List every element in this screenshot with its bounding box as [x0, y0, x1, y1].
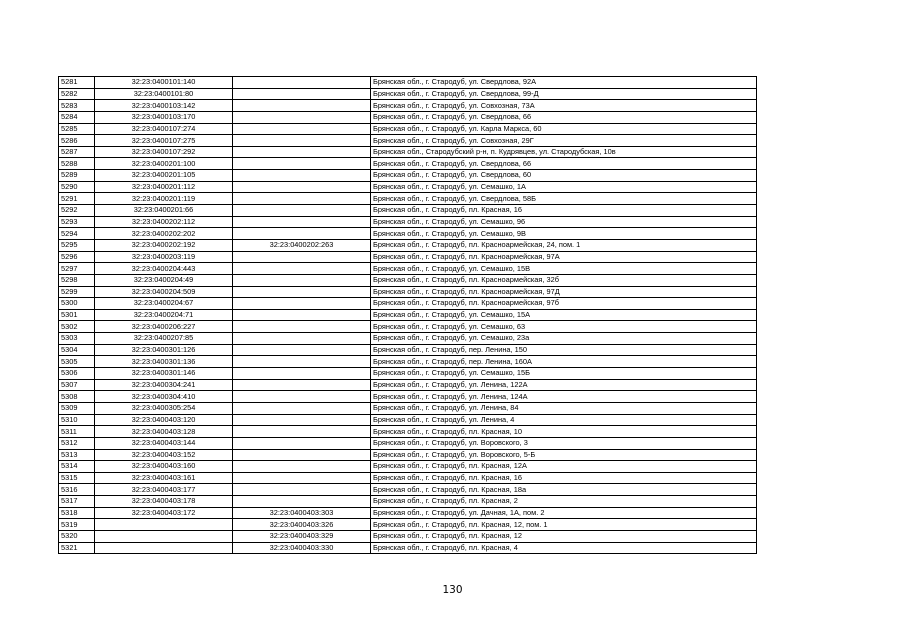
premises-cadastral-number-cell	[233, 496, 371, 508]
address-cell: Брянская обл., Стародубский р-н, п. Кудрявцев, ул. Стародубская, 10в	[371, 146, 757, 158]
cadastral-number-cell	[95, 530, 233, 542]
premises-cadastral-number-cell	[233, 309, 371, 321]
address-cell: Брянская обл., г. Стародуб, ул. Дачная, 1А, пом. 2	[371, 507, 757, 519]
cadastral-number-cell: 32:23:0400107:275	[95, 135, 233, 147]
table-row	[59, 484, 757, 496]
address-cell: Брянская обл., г. Стародуб, пл. Красная, 4	[371, 542, 757, 554]
table-row	[59, 519, 757, 531]
property-register-table	[58, 76, 757, 554]
address-cell: Брянская обл., г. Стародуб, пл. Красноармейская, 97Д	[371, 286, 757, 298]
address-cell: Брянская обл., г. Стародуб, ул. Семашко, 15А	[371, 309, 757, 321]
cadastral-number-cell: 32:23:0400103:142	[95, 100, 233, 112]
table-row	[59, 286, 757, 298]
table-row	[59, 88, 757, 100]
table-row	[59, 263, 757, 275]
address-cell: Брянская обл., г. Стародуб, ул. Семашко, 63	[371, 321, 757, 333]
premises-cadastral-number-cell	[233, 135, 371, 147]
table-row	[59, 216, 757, 228]
address-cell: Брянская обл., г. Стародуб, пер. Ленина, 160А	[371, 356, 757, 368]
row-number-cell: 5321	[59, 542, 95, 554]
table-row	[59, 100, 757, 112]
cadastral-number-cell: 32:23:0400201:100	[95, 158, 233, 170]
premises-cadastral-number-cell	[233, 286, 371, 298]
premises-cadastral-number-cell	[233, 216, 371, 228]
table-row	[59, 426, 757, 438]
row-number-cell: 5293	[59, 216, 95, 228]
cadastral-number-cell	[95, 519, 233, 531]
table-row	[59, 402, 757, 414]
row-number-cell: 5313	[59, 449, 95, 461]
premises-cadastral-number-cell	[233, 402, 371, 414]
row-number-cell: 5281	[59, 77, 95, 89]
cadastral-number-cell: 32:23:0400202:202	[95, 228, 233, 240]
row-number-cell: 5318	[59, 507, 95, 519]
cadastral-number-cell: 32:23:0400201:112	[95, 181, 233, 193]
row-number-cell: 5300	[59, 298, 95, 310]
address-cell: Брянская обл., г. Стародуб, пл. Красная, 16	[371, 472, 757, 484]
row-number-cell: 5285	[59, 123, 95, 135]
row-number-cell: 5319	[59, 519, 95, 531]
cadastral-number-cell: 32:23:0400305:254	[95, 402, 233, 414]
table-row	[59, 309, 757, 321]
cadastral-number-cell: 32:23:0400101:140	[95, 77, 233, 89]
premises-cadastral-number-cell	[233, 170, 371, 182]
cadastral-number-cell: 32:23:0400203:119	[95, 251, 233, 263]
row-number-cell: 5303	[59, 333, 95, 345]
premises-cadastral-number-cell	[233, 344, 371, 356]
premises-cadastral-number-cell	[233, 321, 371, 333]
cadastral-number-cell: 32:23:0400403:120	[95, 414, 233, 426]
row-number-cell: 5295	[59, 239, 95, 251]
table-row	[59, 333, 757, 345]
table-row	[59, 530, 757, 542]
cadastral-number-cell: 32:23:0400403:144	[95, 437, 233, 449]
premises-cadastral-number-cell	[233, 100, 371, 112]
table-row	[59, 77, 757, 89]
cadastral-number-cell: 32:23:0400204:443	[95, 263, 233, 275]
row-number-cell: 5312	[59, 437, 95, 449]
row-number-cell: 5283	[59, 100, 95, 112]
address-cell: Брянская обл., г. Стародуб, пл. Красная, 10	[371, 426, 757, 438]
address-cell: Брянская обл., г. Стародуб, пер. Ленина, 150	[371, 344, 757, 356]
address-cell: Брянская обл., г. Стародуб, ул. Ленина, 84	[371, 402, 757, 414]
table-row	[59, 321, 757, 333]
cadastral-number-cell: 32:23:0400403:161	[95, 472, 233, 484]
row-number-cell: 5307	[59, 379, 95, 391]
address-cell: Брянская обл., г. Стародуб, пл. Красноармейская, 97б	[371, 298, 757, 310]
cadastral-number-cell: 32:23:0400304:241	[95, 379, 233, 391]
address-cell: Брянская обл., г. Стародуб, ул. Семашко, 96	[371, 216, 757, 228]
table-row	[59, 205, 757, 217]
row-number-cell: 5317	[59, 496, 95, 508]
premises-cadastral-number-cell	[233, 437, 371, 449]
cadastral-number-cell: 32:23:0400206:227	[95, 321, 233, 333]
premises-cadastral-number-cell	[233, 181, 371, 193]
premises-cadastral-number-cell	[233, 356, 371, 368]
premises-cadastral-number-cell	[233, 461, 371, 473]
address-cell: Брянская обл., г. Стародуб, ул. Свердлова, 99-Д	[371, 88, 757, 100]
row-number-cell: 5291	[59, 193, 95, 205]
premises-cadastral-number-cell	[233, 77, 371, 89]
table-row	[59, 496, 757, 508]
premises-cadastral-number-cell	[233, 368, 371, 380]
table-row	[59, 251, 757, 263]
table-row	[59, 146, 757, 158]
address-cell: Брянская обл., г. Стародуб, ул. Совхозная, 29Г	[371, 135, 757, 147]
cadastral-number-cell: 32:23:0400301:136	[95, 356, 233, 368]
address-cell: Брянская обл., г. Стародуб, ул. Воровского, 5-Б	[371, 449, 757, 461]
cadastral-number-cell: 32:23:0400202:112	[95, 216, 233, 228]
address-cell: Брянская обл., г. Стародуб, ул. Свердлова, 92А	[371, 77, 757, 89]
row-number-cell: 5315	[59, 472, 95, 484]
table-row	[59, 111, 757, 123]
row-number-cell: 5296	[59, 251, 95, 263]
table-row	[59, 461, 757, 473]
address-cell: Брянская обл., г. Стародуб, ул. Свердлова, 60	[371, 170, 757, 182]
premises-cadastral-number-cell: 32:23:0400403:330	[233, 542, 371, 554]
premises-cadastral-number-cell: 32:23:0400403:329	[233, 530, 371, 542]
table-row	[59, 228, 757, 240]
table-row	[59, 356, 757, 368]
premises-cadastral-number-cell	[233, 298, 371, 310]
premises-cadastral-number-cell	[233, 484, 371, 496]
table-row	[59, 379, 757, 391]
table-row	[59, 472, 757, 484]
row-number-cell: 5297	[59, 263, 95, 275]
address-cell: Брянская обл., г. Стародуб, ул. Ленина, 124А	[371, 391, 757, 403]
table-row	[59, 391, 757, 403]
premises-cadastral-number-cell	[233, 263, 371, 275]
cadastral-number-cell: 32:23:0400403:160	[95, 461, 233, 473]
address-cell: Брянская обл., г. Стародуб, ул. Семашко, 1А	[371, 181, 757, 193]
row-number-cell: 5320	[59, 530, 95, 542]
row-number-cell: 5310	[59, 414, 95, 426]
cadastral-number-cell: 32:23:0400201:119	[95, 193, 233, 205]
premises-cadastral-number-cell: 32:23:0400403:326	[233, 519, 371, 531]
address-cell: Брянская обл., г. Стародуб, ул. Карла Маркса, 60	[371, 123, 757, 135]
table-row	[59, 123, 757, 135]
premises-cadastral-number-cell	[233, 228, 371, 240]
table-row	[59, 437, 757, 449]
cadastral-number-cell	[95, 542, 233, 554]
table-row	[59, 181, 757, 193]
premises-cadastral-number-cell	[233, 251, 371, 263]
address-cell: Брянская обл., г. Стародуб, ул. Свердлова, 66	[371, 111, 757, 123]
row-number-cell: 5308	[59, 391, 95, 403]
table-row	[59, 170, 757, 182]
row-number-cell: 5284	[59, 111, 95, 123]
table-body	[59, 77, 757, 554]
address-cell: Брянская обл., г. Стародуб, пл. Красная, 12	[371, 530, 757, 542]
cadastral-number-cell: 32:23:0400207:85	[95, 333, 233, 345]
premises-cadastral-number-cell: 32:23:0400202:263	[233, 239, 371, 251]
table-row	[59, 542, 757, 554]
table-row	[59, 158, 757, 170]
premises-cadastral-number-cell	[233, 426, 371, 438]
row-number-cell: 5301	[59, 309, 95, 321]
cadastral-number-cell: 32:23:0400201:105	[95, 170, 233, 182]
premises-cadastral-number-cell	[233, 193, 371, 205]
table-row	[59, 368, 757, 380]
cadastral-number-cell: 32:23:0400107:292	[95, 146, 233, 158]
cadastral-number-cell: 32:23:0400403:172	[95, 507, 233, 519]
page-number: 130	[442, 584, 463, 596]
address-cell: Брянская обл., г. Стародуб, пл. Красная, 18а	[371, 484, 757, 496]
premises-cadastral-number-cell	[233, 472, 371, 484]
row-number-cell: 5298	[59, 274, 95, 286]
address-cell: Брянская обл., г. Стародуб, ул. Семашко, 15Б	[371, 368, 757, 380]
table-row	[59, 344, 757, 356]
row-number-cell: 5288	[59, 158, 95, 170]
row-number-cell: 5292	[59, 205, 95, 217]
cadastral-number-cell: 32:23:0400403:128	[95, 426, 233, 438]
row-number-cell: 5289	[59, 170, 95, 182]
row-number-cell: 5309	[59, 402, 95, 414]
table-row	[59, 414, 757, 426]
cadastral-number-cell: 32:23:0400204:67	[95, 298, 233, 310]
address-cell: Брянская обл., г. Стародуб, ул. Совхозная, 73А	[371, 100, 757, 112]
row-number-cell: 5311	[59, 426, 95, 438]
premises-cadastral-number-cell	[233, 391, 371, 403]
premises-cadastral-number-cell	[233, 333, 371, 345]
row-number-cell: 5294	[59, 228, 95, 240]
row-number-cell: 5287	[59, 146, 95, 158]
cadastral-number-cell: 32:23:0400101:80	[95, 88, 233, 100]
table-row	[59, 449, 757, 461]
cadastral-number-cell: 32:23:0400202:192	[95, 239, 233, 251]
premises-cadastral-number-cell	[233, 111, 371, 123]
row-number-cell: 5282	[59, 88, 95, 100]
address-cell: Брянская обл., г. Стародуб, ул. Ленина, 4	[371, 414, 757, 426]
premises-cadastral-number-cell	[233, 146, 371, 158]
cadastral-number-cell: 32:23:0400204:71	[95, 309, 233, 321]
address-cell: Брянская обл., г. Стародуб, ул. Семашко, 23а	[371, 333, 757, 345]
premises-cadastral-number-cell	[233, 414, 371, 426]
premises-cadastral-number-cell	[233, 123, 371, 135]
address-cell: Брянская обл., г. Стародуб, ул. Свердлова, 66	[371, 158, 757, 170]
table-row	[59, 274, 757, 286]
row-number-cell: 5299	[59, 286, 95, 298]
table-row	[59, 135, 757, 147]
row-number-cell: 5290	[59, 181, 95, 193]
table-row	[59, 193, 757, 205]
cadastral-number-cell: 32:23:0400403:177	[95, 484, 233, 496]
cadastral-number-cell: 32:23:0400304:410	[95, 391, 233, 403]
cadastral-number-cell: 32:23:0400403:152	[95, 449, 233, 461]
cadastral-number-cell: 32:23:0400103:170	[95, 111, 233, 123]
cadastral-number-cell: 32:23:0400107:274	[95, 123, 233, 135]
cadastral-number-cell: 32:23:0400301:126	[95, 344, 233, 356]
address-cell: Брянская обл., г. Стародуб, ул. Свердлова, 58Б	[371, 193, 757, 205]
address-cell: Брянская обл., г. Стародуб, пл. Красноармейская, 24, пом. 1	[371, 239, 757, 251]
row-number-cell: 5286	[59, 135, 95, 147]
address-cell: Брянская обл., г. Стародуб, пл. Красноармейская, 32б	[371, 274, 757, 286]
row-number-cell: 5306	[59, 368, 95, 380]
address-cell: Брянская обл., г. Стародуб, ул. Семашко, 9В	[371, 228, 757, 240]
premises-cadastral-number-cell	[233, 379, 371, 391]
cadastral-number-cell: 32:23:0400403:178	[95, 496, 233, 508]
cadastral-number-cell: 32:23:0400204:509	[95, 286, 233, 298]
premises-cadastral-number-cell	[233, 205, 371, 217]
row-number-cell: 5304	[59, 344, 95, 356]
row-number-cell: 5314	[59, 461, 95, 473]
cadastral-number-cell: 32:23:0400201:66	[95, 205, 233, 217]
address-cell: Брянская обл., г. Стародуб, пл. Красная, 16	[371, 205, 757, 217]
cadastral-number-cell: 32:23:0400204:49	[95, 274, 233, 286]
address-cell: Брянская обл., г. Стародуб, ул. Семашко, 15В	[371, 263, 757, 275]
table-row	[59, 507, 757, 519]
table-row	[59, 239, 757, 251]
premises-cadastral-number-cell	[233, 274, 371, 286]
address-cell: Брянская обл., г. Стародуб, ул. Воровского, 3	[371, 437, 757, 449]
premises-cadastral-number-cell	[233, 158, 371, 170]
premises-cadastral-number-cell	[233, 449, 371, 461]
cadastral-number-cell: 32:23:0400301:146	[95, 368, 233, 380]
address-cell: Брянская обл., г. Стародуб, ул. Ленина, 122А	[371, 379, 757, 391]
address-cell: Брянская обл., г. Стародуб, пл. Красноармейская, 97А	[371, 251, 757, 263]
address-cell: Брянская обл., г. Стародуб, пл. Красная, 12А	[371, 461, 757, 473]
premises-cadastral-number-cell: 32:23:0400403:303	[233, 507, 371, 519]
row-number-cell: 5316	[59, 484, 95, 496]
premises-cadastral-number-cell	[233, 88, 371, 100]
address-cell: Брянская обл., г. Стародуб, пл. Красная, 2	[371, 496, 757, 508]
address-cell: Брянская обл., г. Стародуб, пл. Красная, 12, пом. 1	[371, 519, 757, 531]
table-row	[59, 298, 757, 310]
row-number-cell: 5302	[59, 321, 95, 333]
row-number-cell: 5305	[59, 356, 95, 368]
